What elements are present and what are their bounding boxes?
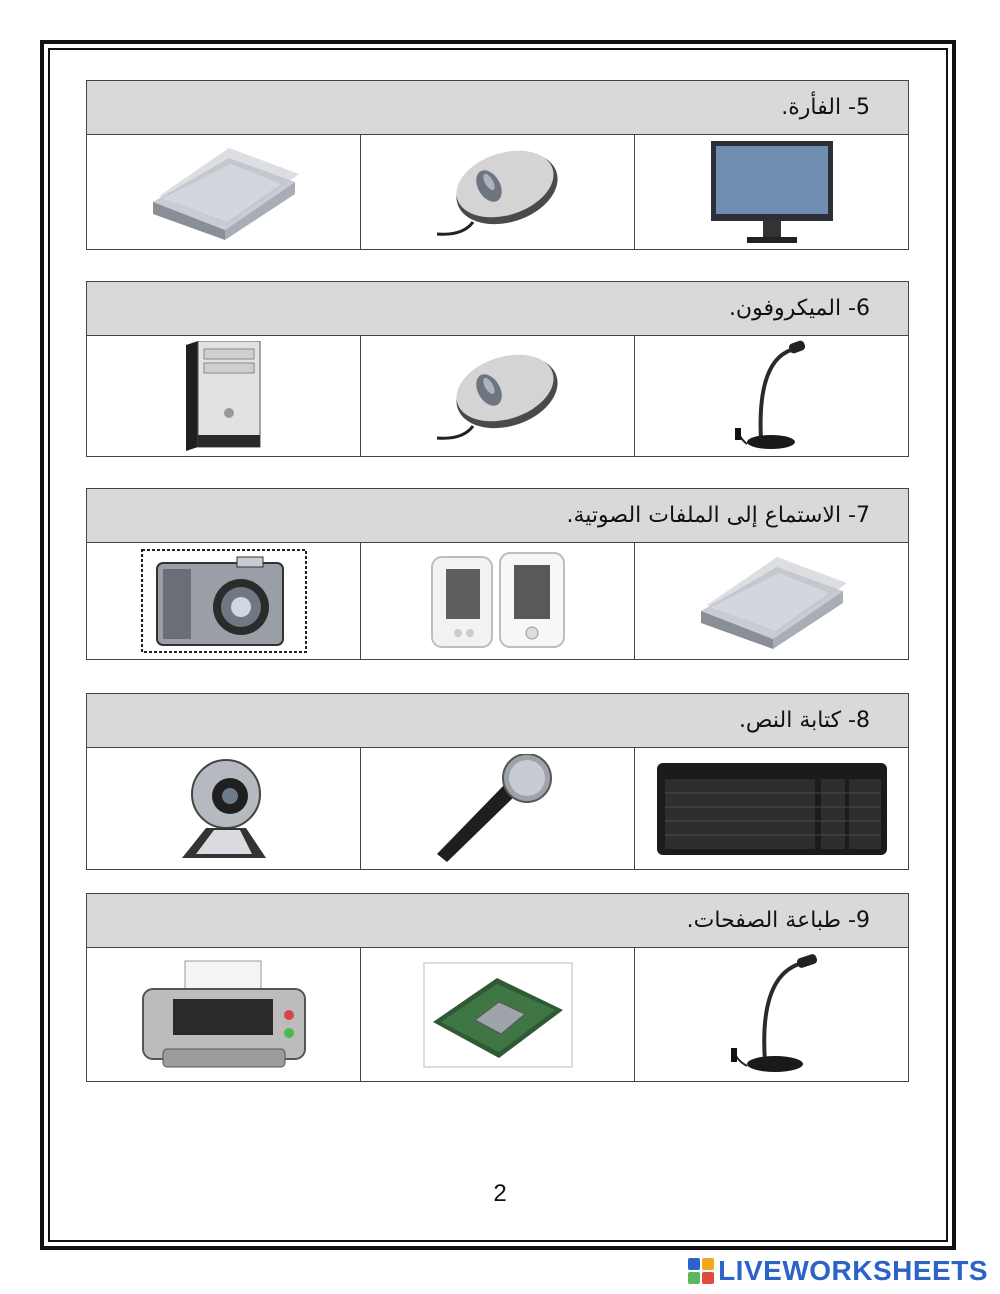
question-5 [86,80,909,250]
question-6-header [87,282,908,336]
question-8 [86,693,909,870]
processor-chip-icon [423,962,573,1068]
question-6 [86,281,909,457]
mouse-icon [433,348,563,444]
computer-case-icon [184,341,264,451]
option-processor-chip[interactable] [360,948,634,1081]
option-scanner[interactable] [634,543,908,659]
option-computer-case[interactable] [87,336,360,456]
question-8-title: 8- كتابة النص. [738,708,870,733]
speakers-icon [428,551,568,651]
option-monitor[interactable] [634,135,908,249]
scanner-icon [697,553,847,649]
liveworksheets-brand[interactable] [688,1254,988,1288]
desk-microphone-icon [717,954,827,1076]
handheld-microphone-icon [433,754,563,864]
question-5-title: 5- الفأرة. [781,95,870,120]
option-printer[interactable] [87,948,360,1081]
option-mouse[interactable] [360,336,634,456]
option-camera[interactable] [87,543,360,659]
question-7 [86,488,909,660]
liveworksheets-logo-icon [688,1258,714,1284]
camera-icon [141,549,307,653]
option-keyboard[interactable] [634,748,908,869]
webcam-icon [176,754,272,864]
question-6-title: 6- الميكروفون. [728,296,870,321]
mouse-icon [433,144,563,240]
option-scanner[interactable] [87,135,360,249]
option-handheld-microphone[interactable] [360,748,634,869]
printer-icon [139,959,309,1071]
question-7-title: 7- الاستماع إلى الملفات الصوتية. [566,503,870,528]
question-9-header [87,894,908,948]
question-9-title: 9- طباعة الصفحات. [686,908,870,933]
option-speakers[interactable] [360,543,634,659]
option-desk-microphone[interactable] [634,336,908,456]
scanner-icon [149,144,299,240]
question-8-header [87,694,908,748]
page-number: 2 [493,1180,507,1207]
option-desk-microphone[interactable] [634,948,908,1081]
option-mouse[interactable] [360,135,634,249]
monitor-icon [709,139,835,245]
keyboard-icon [655,761,889,857]
option-webcam[interactable] [87,748,360,869]
question-9 [86,893,909,1082]
brand-text: LIVEWORKSHEETS [718,1255,988,1286]
question-7-header [87,489,908,543]
desk-microphone-icon [727,340,817,452]
question-5-header [87,81,908,135]
